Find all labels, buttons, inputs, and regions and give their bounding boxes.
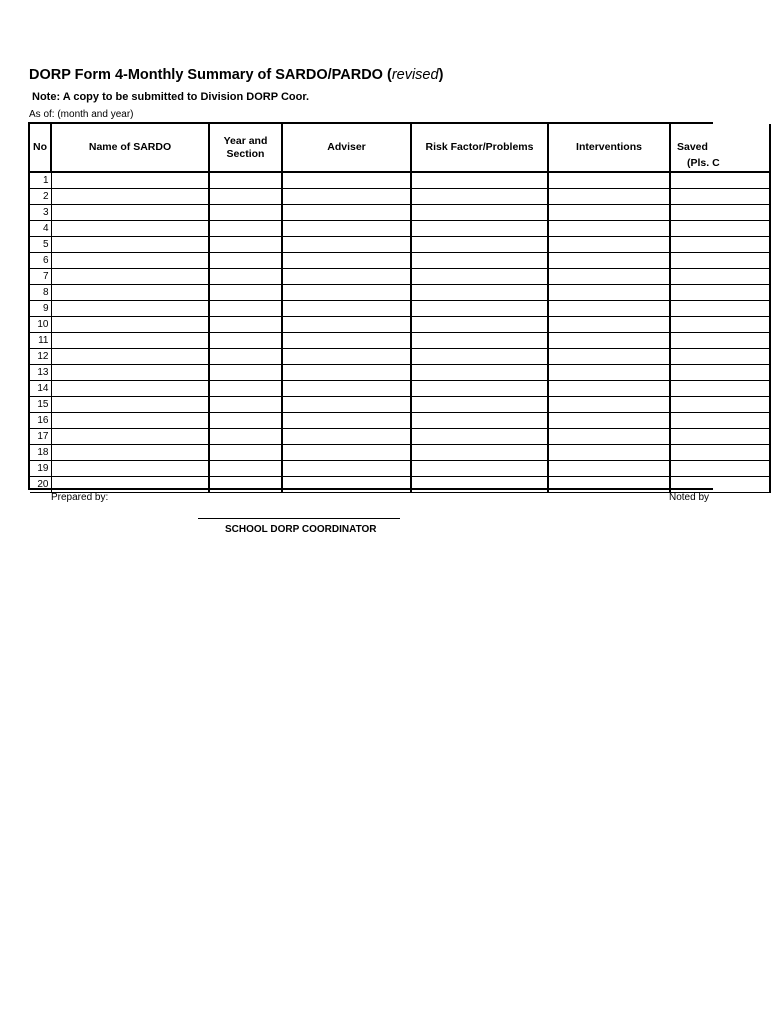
table-cell[interactable] [282, 269, 411, 285]
table-cell[interactable] [282, 301, 411, 317]
table-cell[interactable] [411, 285, 548, 301]
table-cell[interactable] [548, 317, 670, 333]
table-cell[interactable] [548, 269, 670, 285]
col-header-risk: Risk Factor/Problems [411, 124, 548, 172]
table-cell[interactable] [548, 429, 670, 445]
sardo-table [28, 122, 720, 490]
col-header-saved-sub: (Pls. C [687, 157, 720, 169]
table-cell[interactable] [670, 429, 770, 445]
table-cell[interactable] [51, 381, 209, 397]
table-row [30, 205, 770, 221]
table-cell[interactable] [282, 285, 411, 301]
row-number: 8 [30, 285, 51, 301]
table-row [30, 317, 770, 333]
table-cell[interactable] [51, 445, 209, 461]
table-cell[interactable] [282, 205, 411, 221]
table-cell[interactable] [51, 413, 209, 429]
table-cell[interactable] [209, 413, 282, 429]
table-cell[interactable] [548, 253, 670, 269]
table-cell[interactable] [51, 253, 209, 269]
table-cell[interactable] [411, 269, 548, 285]
signature-line [198, 518, 400, 519]
table-cell[interactable] [670, 365, 770, 381]
row-number: 18 [30, 445, 51, 461]
table-cell[interactable] [282, 172, 411, 189]
table-cell[interactable] [411, 365, 548, 381]
table-cell[interactable] [548, 365, 670, 381]
table-cell[interactable] [282, 397, 411, 413]
table-cell[interactable] [411, 253, 548, 269]
table-cell[interactable] [670, 253, 770, 269]
table-row [30, 413, 770, 429]
table-cell[interactable] [51, 461, 209, 477]
table-row [30, 461, 770, 477]
col-header-year-section: Year and Section [209, 124, 282, 172]
table-row [30, 221, 770, 237]
table-row [30, 269, 770, 285]
table-row [30, 397, 770, 413]
table-cell[interactable] [548, 301, 670, 317]
table-cell[interactable] [282, 221, 411, 237]
form-title: DORP Form 4-Monthly Summary of SARDO/PARDO (revised) [29, 67, 444, 83]
table-cell[interactable] [670, 381, 770, 397]
table-cell[interactable] [51, 397, 209, 413]
table-row [30, 365, 770, 381]
table-cell[interactable] [670, 205, 770, 221]
table-row [30, 237, 770, 253]
prepared-by-label: Prepared by: [51, 492, 109, 503]
col-header-saved: Saved (Pls. C [670, 124, 770, 172]
table-cell[interactable] [670, 269, 770, 285]
table-cell[interactable] [209, 349, 282, 365]
table-row [30, 301, 770, 317]
table-row [30, 429, 770, 445]
table-cell[interactable] [548, 477, 670, 493]
table-row [30, 285, 770, 301]
row-number: 1 [30, 172, 51, 189]
submission-note: Note: A copy to be submitted to Division DORP Coor. [32, 91, 310, 103]
table-row [30, 381, 770, 397]
table-cell[interactable] [670, 221, 770, 237]
table-row [30, 333, 770, 349]
row-number: 3 [30, 205, 51, 221]
table-cell[interactable] [411, 429, 548, 445]
table-cell[interactable] [282, 381, 411, 397]
table-cell[interactable] [51, 205, 209, 221]
table-cell[interactable] [548, 413, 670, 429]
table-cell[interactable] [411, 189, 548, 205]
table-cell[interactable] [209, 205, 282, 221]
table-cell[interactable] [51, 333, 209, 349]
table-cell[interactable] [209, 429, 282, 445]
table-row [30, 172, 770, 189]
table-cell[interactable] [548, 237, 670, 253]
table-cell[interactable] [411, 397, 548, 413]
table-cell[interactable] [209, 253, 282, 269]
table-cell[interactable] [548, 221, 670, 237]
table-cell[interactable] [209, 477, 282, 493]
table-cell[interactable] [670, 445, 770, 461]
table-cell[interactable] [548, 445, 670, 461]
table-row [30, 477, 770, 493]
table-row [30, 253, 770, 269]
table-cell[interactable] [209, 365, 282, 381]
table-cell[interactable] [548, 205, 670, 221]
row-number: 2 [30, 189, 51, 205]
table-cell[interactable] [51, 429, 209, 445]
table-header-row [30, 124, 770, 172]
table-cell[interactable] [411, 221, 548, 237]
table-cell[interactable] [411, 333, 548, 349]
table-cell[interactable] [51, 477, 209, 493]
table-cell[interactable] [282, 317, 411, 333]
table-cell[interactable] [51, 237, 209, 253]
table-cell[interactable] [670, 477, 770, 493]
table-cell[interactable] [670, 189, 770, 205]
table-cell[interactable] [209, 381, 282, 397]
table-cell[interactable] [209, 317, 282, 333]
table-cell[interactable] [209, 237, 282, 253]
table-cell[interactable] [282, 333, 411, 349]
row-number: 12 [30, 349, 51, 365]
table-cell[interactable] [411, 461, 548, 477]
table-cell[interactable] [411, 381, 548, 397]
table-cell[interactable] [548, 172, 670, 189]
table-cell[interactable] [670, 317, 770, 333]
table-cell[interactable] [209, 301, 282, 317]
row-number: 7 [30, 269, 51, 285]
row-number: 16 [30, 413, 51, 429]
table-cell[interactable] [411, 237, 548, 253]
row-number: 14 [30, 381, 51, 397]
table-cell[interactable] [548, 461, 670, 477]
table-cell[interactable] [51, 365, 209, 381]
table-cell[interactable] [209, 445, 282, 461]
table-cell[interactable] [282, 413, 411, 429]
table-cell[interactable] [51, 349, 209, 365]
row-number: 10 [30, 317, 51, 333]
table-cell[interactable] [670, 237, 770, 253]
table-cell[interactable] [209, 397, 282, 413]
row-number: 19 [30, 461, 51, 477]
table-cell[interactable] [670, 333, 770, 349]
table-cell[interactable] [548, 285, 670, 301]
table-cell[interactable] [282, 445, 411, 461]
table-cell[interactable] [282, 461, 411, 477]
table-cell[interactable] [670, 413, 770, 429]
row-number: 5 [30, 237, 51, 253]
table-cell[interactable] [670, 301, 770, 317]
table-cell[interactable] [670, 397, 770, 413]
table-cell[interactable] [411, 205, 548, 221]
table-cell[interactable] [282, 253, 411, 269]
table-cell[interactable] [411, 301, 548, 317]
table-cell[interactable] [282, 349, 411, 365]
table-cell[interactable] [282, 365, 411, 381]
row-number: 11 [30, 333, 51, 349]
table-cell[interactable] [670, 349, 770, 365]
row-number: 17 [30, 429, 51, 445]
as-of-label: As of: (month and year) [29, 109, 134, 120]
table-cell[interactable] [411, 317, 548, 333]
row-number: 4 [30, 221, 51, 237]
table-cell[interactable] [548, 189, 670, 205]
table-cell[interactable] [548, 333, 670, 349]
table-cell[interactable] [282, 477, 411, 493]
table-cell[interactable] [209, 221, 282, 237]
col-header-interventions: Interventions [548, 124, 670, 172]
table-cell[interactable] [209, 461, 282, 477]
row-number: 15 [30, 397, 51, 413]
col-header-name: Name of SARDO [51, 124, 209, 172]
table-cell[interactable] [548, 349, 670, 365]
table-cell[interactable] [209, 333, 282, 349]
table-cell[interactable] [51, 269, 209, 285]
table-cell[interactable] [51, 317, 209, 333]
table-cell[interactable] [670, 461, 770, 477]
table-cell[interactable] [411, 413, 548, 429]
table-cell[interactable] [411, 349, 548, 365]
table-cell[interactable] [209, 172, 282, 189]
table-cell[interactable] [51, 189, 209, 205]
table-cell[interactable] [411, 477, 548, 493]
table-cell[interactable] [282, 237, 411, 253]
row-number: 20 [30, 477, 51, 493]
table-cell[interactable] [209, 285, 282, 301]
title-revised: revised [391, 67, 439, 83]
noted-by-label: Noted by [669, 492, 710, 503]
table-row [30, 349, 770, 365]
table-cell[interactable] [51, 301, 209, 317]
table-cell[interactable] [282, 429, 411, 445]
row-number: 9 [30, 301, 51, 317]
table-cell[interactable] [209, 189, 282, 205]
table-cell[interactable] [411, 172, 548, 189]
table-cell[interactable] [670, 285, 770, 301]
coordinator-label: SCHOOL DORP COORDINATOR [225, 524, 377, 535]
table-row [30, 189, 770, 205]
table-cell[interactable] [51, 221, 209, 237]
row-number: 13 [30, 365, 51, 381]
table-cell[interactable] [548, 381, 670, 397]
col-header-adviser: Adviser [282, 124, 411, 172]
table-cell[interactable] [670, 172, 770, 189]
table-cell[interactable] [411, 445, 548, 461]
table-cell[interactable] [282, 189, 411, 205]
table-row [30, 445, 770, 461]
row-number: 6 [30, 253, 51, 269]
table-cell[interactable] [51, 285, 209, 301]
col-header-no: No [30, 124, 51, 172]
table-cell[interactable] [209, 269, 282, 285]
table-cell[interactable] [51, 172, 209, 189]
table-cell[interactable] [548, 397, 670, 413]
